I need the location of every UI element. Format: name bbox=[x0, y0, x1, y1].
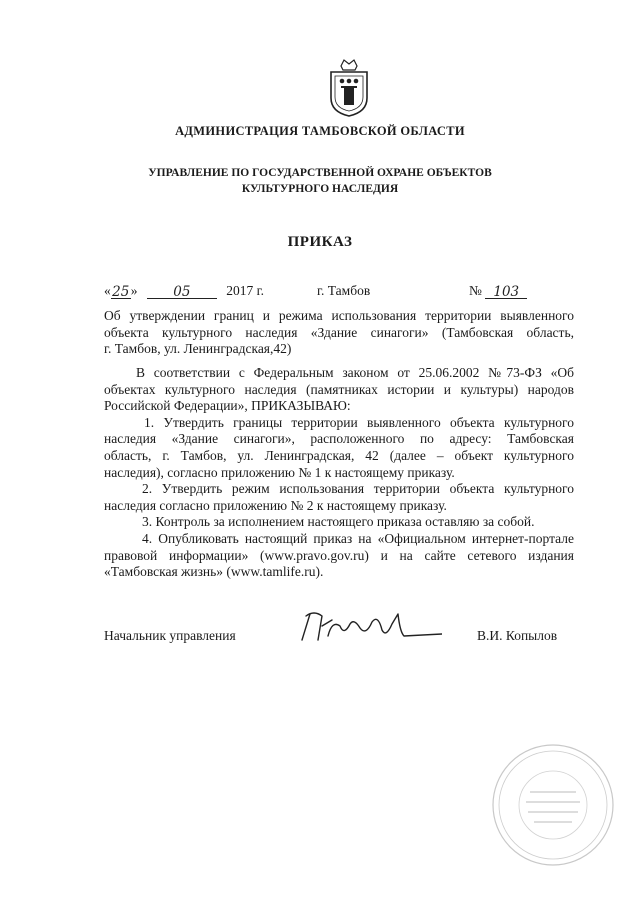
quote-open: « bbox=[104, 283, 111, 298]
item-1-line-1: 1. Утвердить границы территории выявленного объекта культурного bbox=[144, 414, 574, 430]
document-number bbox=[469, 283, 527, 299]
department-line-2: КУЛЬТУРНОГО НАСЛЕДИЯ bbox=[241, 183, 399, 195]
city: г. Тамбов bbox=[317, 283, 371, 298]
date-year: 2017 г. bbox=[226, 283, 265, 298]
item-1-line-3: область, г. Тамбов, ул. Ленинградская, 42 (далее – объект культурного bbox=[104, 447, 574, 463]
item-4-line-2: правовой информации» (www.pravo.gov.ru) и на сайте сетевого издания bbox=[104, 547, 574, 563]
organization-name: АДМИНИСТРАЦИЯ ТАМБОВСКОЙ ОБЛАСТИ bbox=[175, 124, 465, 138]
intro-line-3: Российской Федерации», ПРИКАЗЫВАЮ: bbox=[104, 398, 351, 414]
item-2-line-1: 2. Утвердить режим использования территории объекта культурного bbox=[142, 481, 574, 497]
item-4-line-1: 4. Опубликовать настоящий приказ на «Официальном интернет-портале bbox=[142, 530, 574, 546]
item-3: 3. Контроль за исполнением настоящего приказа оставляю за собой. bbox=[142, 514, 535, 530]
intro-line-2: объектах культурного наследия (памятниках истории и культуры) народов bbox=[104, 381, 574, 397]
subject-line-2: объекта культурного наследия «Здание синагоги» (Тамбовская область, bbox=[104, 324, 574, 340]
number-label: № bbox=[469, 283, 482, 298]
item-1-line-2: наследия «Здание синагоги», расположенного по адресу: Тамбовская bbox=[104, 431, 574, 447]
official-stamp bbox=[488, 740, 618, 870]
department-line-1: УПРАВЛЕНИЕ ПО ГОСУДАРСТВЕННОЙ ОХРАНЕ ОБЪЕКТОВ bbox=[148, 167, 492, 179]
document-type: ПРИКАЗ bbox=[287, 234, 353, 250]
intro-line-1: В соответствии с Федеральным законом от 25.06.2002 №73-ФЗ «Об bbox=[136, 365, 574, 380]
signer-position: Начальник управления bbox=[104, 628, 236, 643]
date-month: 05 bbox=[147, 284, 217, 299]
item-1-line-4: наследия), согласно приложению № 1 к настоящему приказу. bbox=[104, 464, 455, 480]
date-day: 25 bbox=[112, 284, 130, 300]
date-field bbox=[104, 283, 264, 299]
order-body bbox=[104, 365, 574, 581]
signer-name: В.И. Копылов bbox=[477, 628, 558, 643]
coat-of-arms-icon bbox=[327, 58, 371, 118]
handwritten-signature bbox=[292, 606, 442, 648]
subject-line-3: г. Тамбов, ул. Ленинградская,42) bbox=[104, 341, 292, 357]
department-name bbox=[0, 165, 640, 197]
subject-line-1: Об утверждении границ и режима использования территории выявленного bbox=[104, 308, 574, 323]
quote-close: » bbox=[130, 283, 138, 298]
number-value: 103 bbox=[485, 284, 527, 299]
item-2-line-2: наследия согласно приложению № 2 к настоящему приказу. bbox=[104, 497, 447, 513]
item-4-line-3: «Тамбовская жизнь» (www.tamlife.ru). bbox=[104, 564, 324, 580]
subject bbox=[104, 308, 574, 358]
